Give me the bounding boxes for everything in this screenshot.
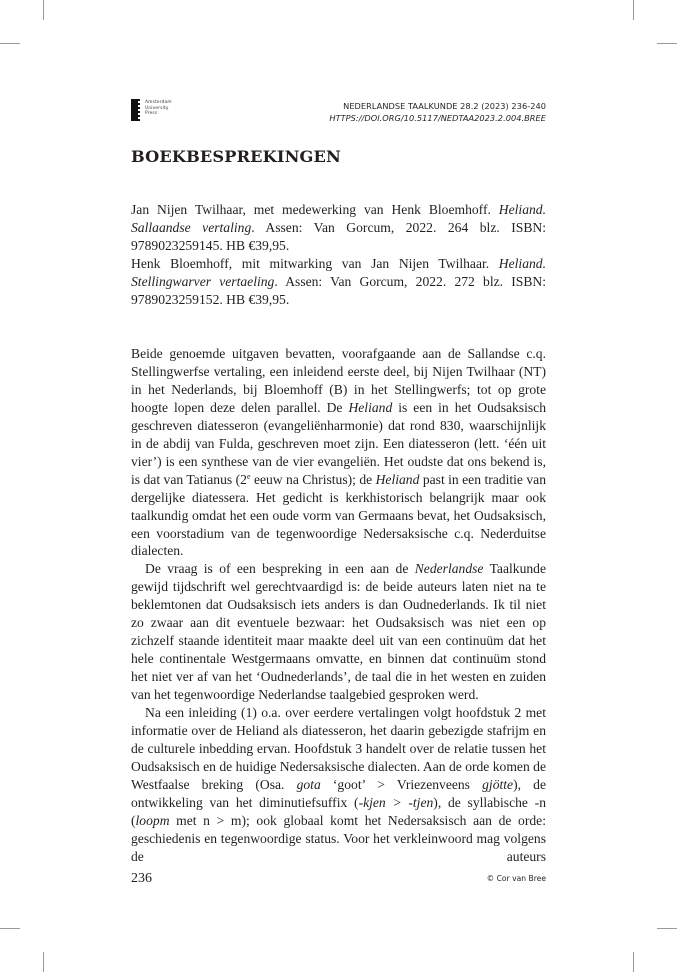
reference-title: Heliand. Stellingwarver vertaeling <box>131 256 546 290</box>
doi-link[interactable]: HTTPS://DOI.ORG/10.5117/NEDTAA2023.2.004.BREE <box>329 113 546 123</box>
page-footer <box>131 871 546 891</box>
reference-authors: Jan Nijen Twilhaar, met medewerking van Henk Bloemhoff. <box>131 202 499 217</box>
publisher-logo <box>131 99 172 121</box>
copyright-notice: © Cor van Bree <box>486 874 546 883</box>
emphasis: gota <box>296 776 321 792</box>
text-run: Na een inleiding (1) o.a. over eerdere vertalingen volgt hoofdstuk 2 met informatie over de Heliand als diatesseron, het daarin gebezigde stafrijm en de culturele inbedding ervan. Hoofdstuk 3 handelt over de relatie tussen het Oudsaksisch en de huidige Nedersaksische dialecten. Aan de orde komen de Westfaalse breking (Osa. <box>131 705 546 792</box>
emphasis: Heliand <box>348 399 393 415</box>
page-number: 236 <box>131 871 152 886</box>
text-run: ‘goot’ > Vriezenveens <box>320 776 483 792</box>
text-run: is een in het Oudsaksisch geschreven diatesseron (evangeliënharmonie) dat rond 830, waarschijnlijk in de abdij van Fulda, geschreven moet zijn. Een diatesseron (lett. ‘één uit vier’) is een synthese van de vier evangeliën. Het oudste dat ons bekend is, is dat van Tatianus (2 <box>131 399 546 487</box>
text-run: Taalkunde gewijd tijdschrift wel gerechtvaardigd is: de beide auteurs laten niet na te beklemtonen dat Oudsaksisch iets anders is dan Oudnederlands. Ik til niet zo zwaar aan dit eventuele bezwaar: het Oudsaksisch was niet een op zichzelf staande identiteit maar maakte deel uit van een continuüm dat het hele continentale Westgermaans omvatte, en binnen dat continuüm stond het niet ver af van het ‘Oudnederlands’, de taal die in het westen en zuiden van het tegenwoordige Nederlandse taalgebied gesproken werd. <box>131 561 546 703</box>
reference-authors: Henk Bloemhoff, mit mitwarking van Jan Nijen Twilhaar. <box>131 256 499 272</box>
crop-mark-top-right-vertical <box>633 0 634 20</box>
journal-citation: NEDERLANDSE TAALKUNDE 28.2 (2023) 236-240 <box>343 101 546 111</box>
body-paragraph <box>131 560 546 704</box>
reference-title: Heliand. Sallaandse vertaling <box>131 202 546 236</box>
book-references <box>131 201 546 310</box>
section-title: BOEKBESPREKINGEN <box>131 147 341 166</box>
crop-mark-bottom-left-horizontal <box>0 928 20 929</box>
crop-mark-bottom-left-vertical <box>43 952 44 972</box>
book-reference <box>131 201 546 255</box>
journal-info <box>329 100 546 124</box>
page-header <box>131 99 546 129</box>
publisher-name-line: Amsterdam <box>145 100 172 105</box>
crop-mark-bottom-right-vertical <box>633 952 634 972</box>
superscript: e <box>246 471 251 481</box>
reference-details: . Assen: Van Gorcum, 2022. 264 blz. ISBN: 9789023259145. HB €39,95. <box>131 220 546 254</box>
emphasis: loopm <box>135 812 170 828</box>
emphasis: Nederlandse <box>414 561 484 577</box>
body-paragraph <box>131 704 546 866</box>
reference-details: . Assen: Van Gorcum, 2022. 272 blz. ISBN: 9789023259152. HB €39,95. <box>131 274 546 308</box>
text-run: ), de ontwikkeling van het diminutiefsuffix ( <box>131 776 546 810</box>
crop-mark-top-left-horizontal <box>0 43 20 44</box>
text-run: ), de syllabische -n ( <box>131 794 546 828</box>
publisher-name-line: University <box>145 105 169 111</box>
text-run: Beide genoemde uitgaven bevatten, voorafgaande aan de Sallandse c.q. Stellingwerfse vertaling, een inleidend eerste deel, bij Nijen Twilhaar (NT) in het Nederlands, bij Bloemhoff (B) in het Stellingwerfs; tot op grote hoogte lopen deze delen parallel. De <box>131 346 546 415</box>
crop-mark-bottom-right-horizontal <box>657 928 677 929</box>
text-run: De vraag is of een bespreking in een aan de <box>145 561 415 577</box>
crop-mark-top-left-vertical <box>43 0 44 20</box>
review-body <box>131 345 546 866</box>
emphasis: gjötte <box>482 776 514 792</box>
book-reference <box>131 255 546 309</box>
publisher-name <box>145 99 172 117</box>
amsterdam-university-press-logo-icon <box>131 99 138 121</box>
crop-mark-top-right-horizontal <box>657 43 677 44</box>
emphasis: -kjen > -tjen <box>358 794 434 810</box>
text-run: met n > m); ook globaal komt het Nedersaksisch aan de orde: geschiedenis en tegenwoordige status. Voor het verkleinwoord mag volgens de auteurs <box>131 812 546 864</box>
body-paragraph <box>131 345 546 560</box>
text-run: past in een traditie van dergelijke diatessera. Het gedicht is kerkhistorisch belangrijk maar ook taalkundig omdat het een oude vorm van Germaans bevat, het Oudsaksisch, een voorstadium van de tegenwoordige Nedersaksische c.q. Nederduitse dialecten. <box>131 471 546 559</box>
publisher-name-line: Press <box>145 111 158 116</box>
emphasis: Heliand <box>375 471 420 487</box>
text-run: eeuw na Christus); de <box>250 471 376 487</box>
